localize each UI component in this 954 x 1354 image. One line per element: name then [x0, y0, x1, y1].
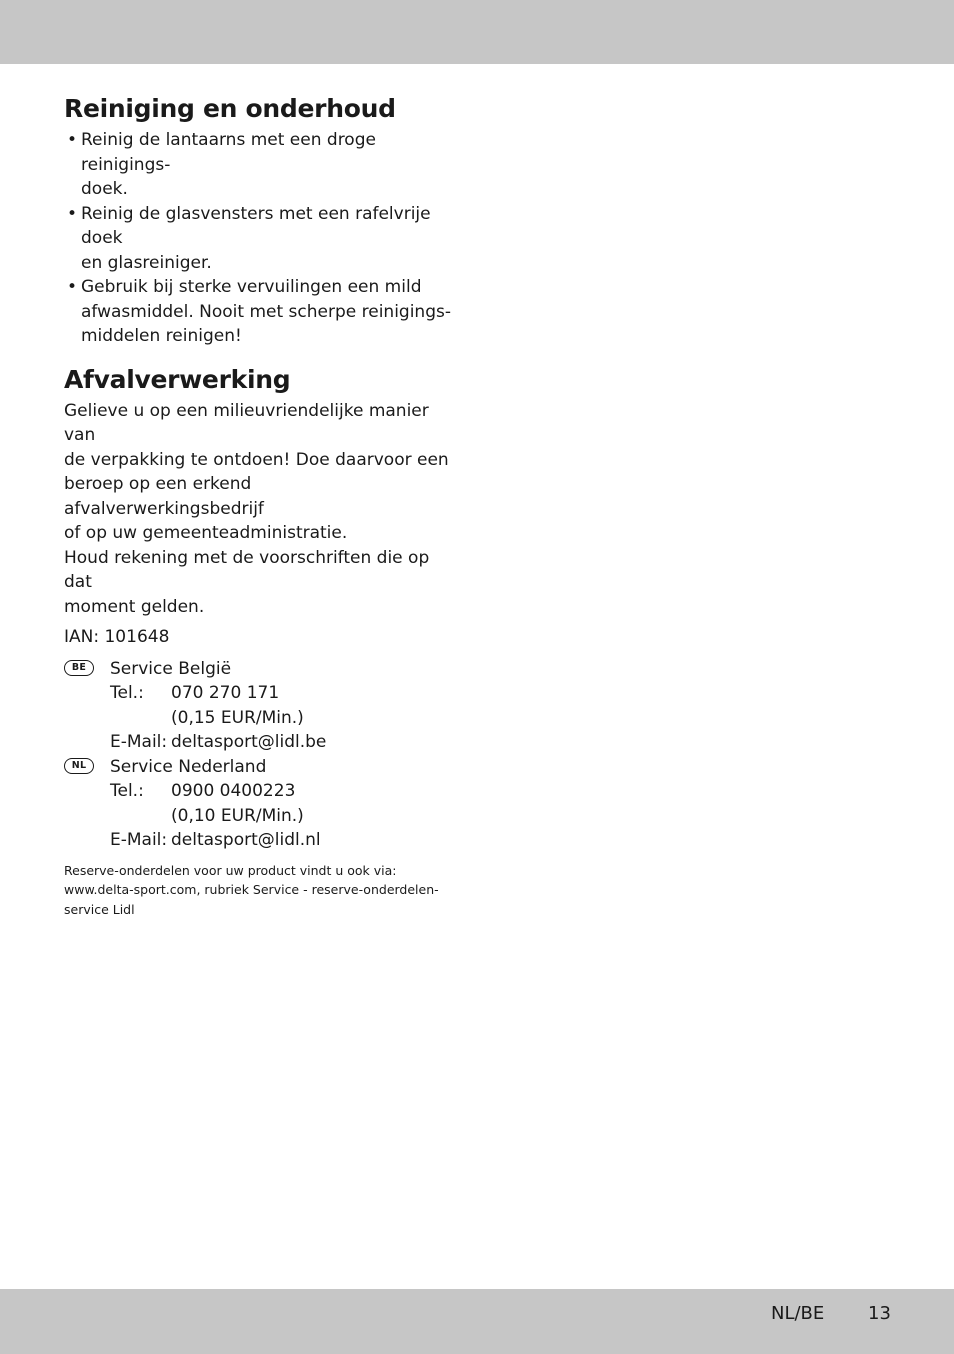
disposal-section: [64, 365, 454, 620]
email-label: E-Mail:: [110, 830, 168, 850]
bullet-icon: •: [67, 203, 78, 224]
list-item: • Reinig de lantaarns met een droge reinigings- doek.: [67, 130, 376, 199]
footer-language: NL/BE: [771, 1303, 825, 1324]
list-item: • Gebruik bij sterke vervuilingen een mild afwasmiddel. Nooit met scherpe reinigings- middelen reinigen!: [67, 277, 451, 346]
tel-label: Tel.:: [110, 683, 144, 703]
heading-disposal: Afvalverwerking: [64, 364, 291, 394]
bullet-icon: •: [67, 130, 78, 150]
country-badge-be: BE: [64, 660, 94, 676]
call-rate: (0,10 EUR/Min.): [171, 805, 304, 826]
spare-parts-note: Reserve-onderdelen voor uw product vindt u ook via: www.delta-sport.com, rubriek Service - reserve-onderdelen- service Lidl: [64, 862, 439, 917]
service-belgium: [64, 657, 454, 755]
list-item: • Reinig de glasvensters met een rafelvrije doek en glasreiniger.: [67, 203, 431, 273]
header-band: [0, 0, 954, 64]
heading-cleaning: Reiniging en onderhoud: [64, 94, 396, 123]
call-rate: (0,15 EUR/Min.): [171, 707, 304, 728]
email-address: deltasport@lidl.be: [171, 732, 327, 752]
phone-number: 070 270 171: [171, 683, 280, 703]
email-address: deltasport@lidl.nl: [171, 830, 321, 850]
page-number: 13: [868, 1303, 891, 1324]
email-label: E-Mail:: [110, 732, 168, 752]
cleaning-list: [64, 128, 454, 349]
country-badge-nl: NL: [64, 758, 94, 774]
tel-label: Tel.:: [110, 781, 144, 801]
phone-number: 0900 0400223: [171, 781, 296, 801]
content-column: [64, 94, 454, 919]
service-contacts: [64, 657, 454, 853]
bullet-icon: •: [67, 277, 78, 297]
service-title: Service Nederland: [110, 756, 267, 777]
service-title: Service België: [110, 658, 232, 679]
ian-number: IAN: 101648: [64, 627, 170, 647]
disposal-paragraph: Gelieve u op een milieuvriendelijke manier van de verpakking te ontdoen! Doe daarvoor een beroep op een erkend afvalverwerkingsbedrijf of op uw gemeenteadministratie. Houd rekening met de voorschriften die op dat moment gelden.: [64, 400, 449, 617]
service-netherlands: [64, 755, 454, 853]
